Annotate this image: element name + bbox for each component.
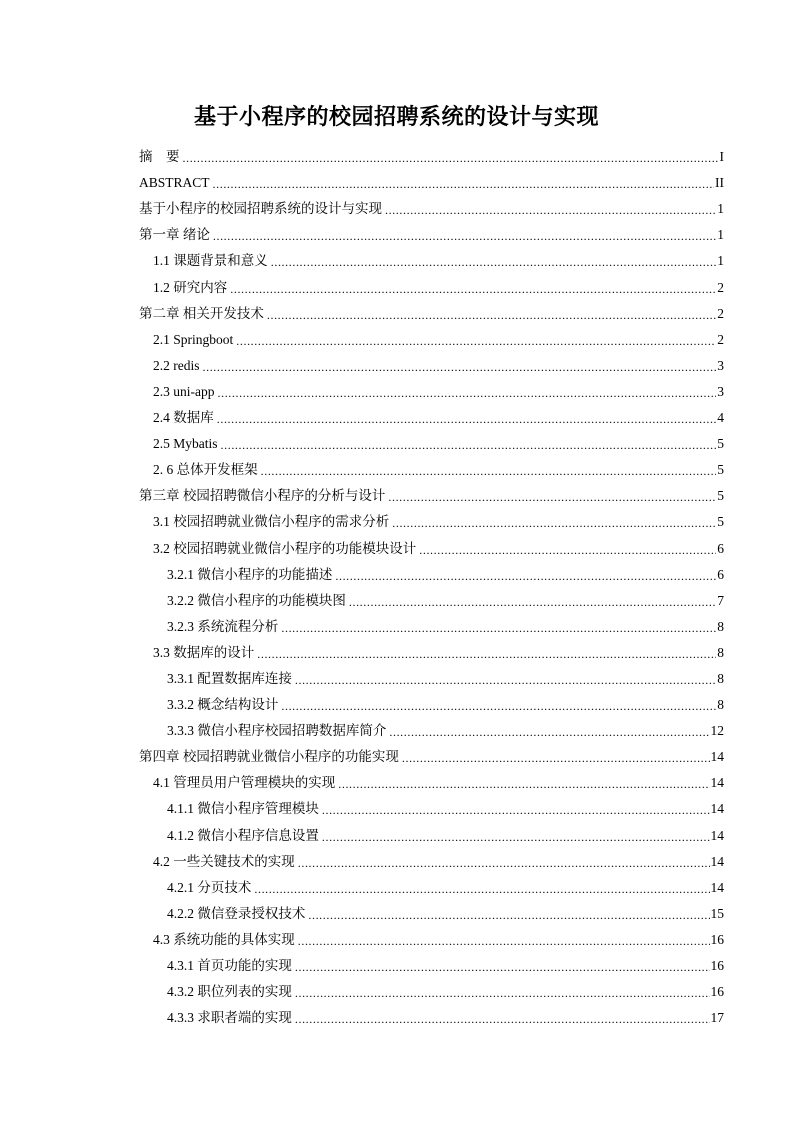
toc-entry[interactable]: [139, 427, 724, 453]
toc-entry[interactable]: [139, 531, 724, 557]
toc-entry-page-number: 16: [710, 931, 724, 947]
toc-entry-page-number: 14: [710, 879, 724, 895]
toc-entry[interactable]: [139, 688, 724, 714]
toc-entry[interactable]: [139, 349, 724, 375]
toc-dot-leader: [183, 148, 719, 166]
toc-entry[interactable]: [139, 714, 724, 740]
toc-entry-page-number: 12: [710, 723, 724, 739]
toc-entry-label: 4.1.1 微信小程序管理模块: [167, 801, 319, 817]
toc-entry-label: 1.1 课题背景和意义: [153, 253, 268, 269]
toc-dot-leader: [385, 200, 716, 218]
toc-dot-leader: [236, 331, 716, 349]
toc-entry-page-number: 1: [717, 253, 724, 269]
toc-dot-leader: [267, 305, 716, 323]
toc-entry-page-number: 2: [717, 279, 724, 295]
toc-entry[interactable]: [139, 140, 724, 166]
toc-entry-page-number: 3: [717, 383, 724, 399]
toc-entry-label: 3.3.1 配置数据库连接: [167, 670, 292, 686]
toc-dot-leader: [338, 774, 709, 792]
toc-entry[interactable]: [139, 401, 724, 427]
toc-dot-leader: [322, 800, 710, 818]
toc-entry-label: 第二章 相关开发技术: [139, 305, 264, 321]
toc-entry-page-number: 17: [710, 1010, 724, 1026]
toc-entry-label: 4.2 一些关键技术的实现: [153, 853, 295, 869]
toc-dot-leader: [221, 435, 717, 453]
toc-entry-label: 第一章 绪论: [139, 227, 210, 243]
toc-entry[interactable]: [139, 871, 724, 897]
toc-entry-label: 3.3 数据库的设计: [153, 644, 255, 660]
toc-dot-leader: [389, 722, 709, 740]
toc-dot-leader: [254, 879, 709, 897]
toc-entry-label: 第三章 校园招聘微信小程序的分析与设计: [139, 488, 386, 504]
table-of-contents: [139, 140, 724, 1027]
page-title: 基于小程序的校园招聘系统的设计与实现: [193, 104, 599, 130]
toc-entry-label: 4.2.2 微信登录授权技术: [167, 905, 306, 921]
toc-entry-label: 3.3.2 概念结构设计: [167, 697, 279, 713]
toc-dot-leader: [402, 748, 710, 766]
toc-entry-label: 3.2.1 微信小程序的功能描述: [167, 566, 333, 582]
toc-entry[interactable]: [139, 740, 724, 766]
toc-dot-leader: [295, 670, 716, 688]
toc-entry-label: 3.2.3 系统流程分析: [167, 618, 279, 634]
toc-entry-label: 3.2.2 微信小程序的功能模块图: [167, 592, 346, 608]
toc-entry-page-number: 3: [717, 357, 724, 373]
toc-entry-label: 3.1 校园招聘就业微信小程序的需求分析: [153, 514, 390, 530]
toc-entry[interactable]: [139, 375, 724, 401]
toc-entry[interactable]: [139, 218, 724, 244]
toc-dot-leader: [298, 853, 710, 871]
toc-entry-label: 4.1.2 微信小程序信息设置: [167, 827, 319, 843]
toc-entry[interactable]: [139, 610, 724, 636]
toc-entry-page-number: 14: [710, 801, 724, 817]
toc-entry[interactable]: [139, 818, 724, 844]
toc-entry[interactable]: [139, 636, 724, 662]
toc-entry-page-number: 1: [717, 227, 724, 243]
toc-entry[interactable]: [139, 923, 724, 949]
toc-dot-leader: [392, 513, 716, 531]
toc-entry-page-number: 5: [717, 488, 724, 504]
toc-dot-leader: [295, 983, 710, 1001]
toc-entry-label: 4.2.1 分页技术: [167, 879, 252, 895]
toc-entry[interactable]: [139, 479, 724, 505]
toc-entry-label: 1.2 研究内容: [153, 279, 228, 295]
toc-dot-leader: [388, 487, 716, 505]
toc-entry-page-number: 16: [710, 984, 724, 1000]
toc-entry-page-number: 8: [717, 644, 724, 660]
toc-entry-page-number: 5: [717, 462, 724, 478]
toc-entry[interactable]: [139, 166, 724, 192]
toc-entry[interactable]: [139, 505, 724, 531]
toc-entry-page-number: 1: [717, 201, 724, 217]
toc-entry-label: 第四章 校园招聘就业微信小程序的功能实现: [139, 749, 399, 765]
toc-entry-page-number: I: [719, 149, 724, 165]
toc-entry[interactable]: [139, 662, 724, 688]
toc-entry-page-number: 8: [717, 618, 724, 634]
toc-dot-leader: [295, 957, 710, 975]
toc-dot-leader: [261, 461, 717, 479]
toc-entry-page-number: 2: [717, 305, 724, 321]
toc-entry-label: 4.3.1 首页功能的实现: [167, 958, 292, 973]
toc-entry-page-number: 8: [717, 670, 724, 686]
toc-entry[interactable]: [139, 558, 724, 584]
toc-entry-page-number: 4: [717, 410, 724, 426]
toc-entry-page-number: 14: [710, 853, 724, 869]
toc-entry[interactable]: [139, 323, 724, 349]
toc-dot-leader: [271, 252, 717, 270]
toc-entry[interactable]: [139, 897, 724, 923]
toc-entry-page-number: 5: [717, 436, 724, 452]
toc-entry[interactable]: [139, 766, 724, 792]
toc-entry[interactable]: [139, 297, 724, 323]
toc-entry-page-number: II: [715, 175, 724, 191]
toc-entry-label: 3.3.3 微信小程序校园招聘数据库简介: [167, 723, 387, 739]
toc-dot-leader: [230, 279, 716, 297]
toc-entry-label: 4.3.2 职位列表的实现: [167, 984, 292, 1000]
toc-entry-page-number: 6: [717, 540, 724, 556]
toc-entry[interactable]: [139, 270, 724, 296]
toc-entry-page-number: 14: [710, 827, 724, 843]
toc-dot-leader: [203, 357, 717, 375]
toc-entry-page-number: 14: [710, 775, 724, 791]
toc-dot-leader: [335, 566, 716, 584]
toc-entry-label: 2.5 Mybatis: [153, 436, 218, 452]
toc-entry[interactable]: [139, 975, 724, 1001]
toc-dot-leader: [213, 174, 714, 192]
toc-entry-page-number: 7: [717, 592, 724, 608]
toc-entry[interactable]: [139, 244, 724, 270]
toc-entry-label: 4.3.3 求职者端的实现: [167, 1010, 292, 1026]
toc-entry-label: 4.1 管理员用户管理模块的实现: [153, 775, 336, 791]
toc-entry[interactable]: [139, 845, 724, 871]
toc-entry-label: ABSTRACT: [139, 175, 210, 191]
toc-dot-leader: [257, 644, 716, 662]
toc-entry-label: 2. 6 总体开发框架: [153, 462, 258, 478]
toc-entry-label: 3.2 校园招聘就业微信小程序的功能模块设计: [153, 540, 417, 556]
toc-entry-page-number: 15: [710, 905, 724, 921]
toc-entry-label: 2.2 redis: [153, 357, 200, 373]
toc-dot-leader: [322, 827, 710, 845]
toc-entry-page-number: 16: [710, 958, 724, 973]
toc-entry-label: 2.1 Springboot: [153, 331, 234, 347]
toc-entry-label: 基于小程序的校园招聘系统的设计与实现: [139, 201, 382, 217]
toc-entry[interactable]: [139, 192, 724, 218]
toc-dot-leader: [281, 618, 716, 636]
toc-dot-leader: [298, 931, 710, 949]
toc-entry-label: 摘 要: [139, 149, 180, 165]
toc-entry-label: 2.3 uni-app: [153, 383, 215, 399]
toc-dot-leader: [295, 1009, 710, 1027]
toc-entry[interactable]: [139, 949, 724, 975]
toc-entry-page-number: 6: [717, 566, 724, 582]
toc-entry-label: 4.3 系统功能的具体实现: [153, 931, 295, 947]
toc-entry[interactable]: [139, 584, 724, 610]
toc-dot-leader: [217, 409, 717, 427]
toc-entry[interactable]: [139, 453, 724, 479]
toc-entry-label: 2.4 数据库: [153, 410, 214, 426]
toc-entry-page-number: 5: [717, 514, 724, 530]
toc-entry-page-number: 8: [717, 697, 724, 713]
toc-dot-leader: [308, 905, 709, 923]
toc-dot-leader: [349, 592, 716, 610]
toc-entry[interactable]: [139, 1001, 724, 1027]
toc-entry[interactable]: [139, 792, 724, 818]
toc-dot-leader: [213, 226, 716, 244]
toc-entry-page-number: 14: [710, 749, 724, 765]
toc-dot-leader: [281, 696, 716, 714]
toc-dot-leader: [218, 383, 717, 401]
toc-entry-page-number: 2: [717, 331, 724, 347]
toc-dot-leader: [419, 540, 716, 558]
